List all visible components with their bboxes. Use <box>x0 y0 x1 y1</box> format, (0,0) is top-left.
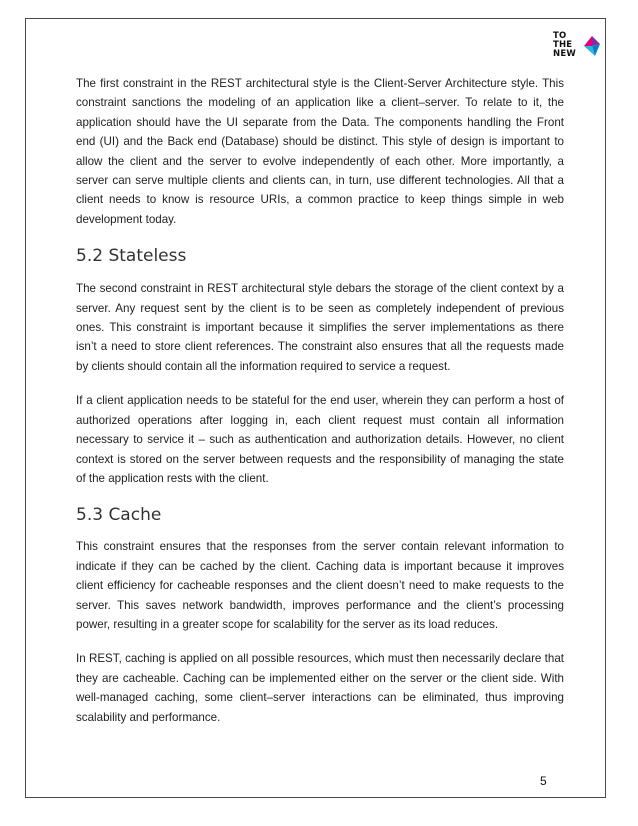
stateless-paragraph-2: If a client application needs to be stateful for the end user, wherein they can perform a host of authorized operations after logging in, each client request must contain all information necessary to service it – such as authentication and authorization details. However, no client context is stored on the server between requests and the responsibility of managing the state of the application rests with the client. <box>76 394 564 485</box>
stateless-paragraph-1: The second constraint in REST architectural style debars the storage of the client context by a server. Any request sent by the client is to be seen as completely independent of previous ones. This constraint is important because it simplifies the server implementations as there isn’t a need to store client references. The constraint also ensures that all the requests made by clients should contain all the information required to service a request. <box>76 282 564 373</box>
section-heading-stateless: 5.2 Stateless <box>76 246 187 267</box>
logo-line-the: THE <box>553 40 573 50</box>
section-heading-cache: 5.3 Cache <box>76 505 162 526</box>
cache-paragraph-2: In REST, caching is applied on all possible resources, which must then necessarily declare that they are cacheable. Caching can be implemented either on the server or the client side. With well-managed caching, some client–server interactions can be eliminated, thus improving scalability and performance. <box>76 652 564 724</box>
logo-prism-icon <box>581 34 603 58</box>
logo-line-to: TO <box>553 31 567 41</box>
cache-paragraph-1: This constraint ensures that the responses from the server contain relevant information to indicate if they can be cached by the client. Caching data is important because it improves client efficiency for cacheable responses and the client doesn’t need to make requests to the server. This saves network bandwidth, improves performance and the client’s processing power, resulting in a greater scope for scalability for the server as its load reduces. <box>76 540 564 631</box>
logo-line-new: NEW <box>553 49 576 59</box>
logo-wordmark <box>553 32 576 59</box>
page-content <box>76 74 564 727</box>
page-number: 5 <box>540 774 547 788</box>
intro-paragraph: The first constraint in the REST architectural style is the Client-Server Architecture style. This constraint sanctions the modeling of an application like a client–server. To relate to it, the application should have the UI separate from the Data. The components handling the Front end (UI) and the Back end (Database) should be distinct. This style of design is important to allow the client and the server to evolve independently of each other. More importantly, a server can serve multiple clients and clients can, in turn, use different technologies. All that a client needs to know is resource URIs, a common practice to keep things simple in web development today. <box>76 77 564 226</box>
to-the-new-logo <box>553 32 603 62</box>
